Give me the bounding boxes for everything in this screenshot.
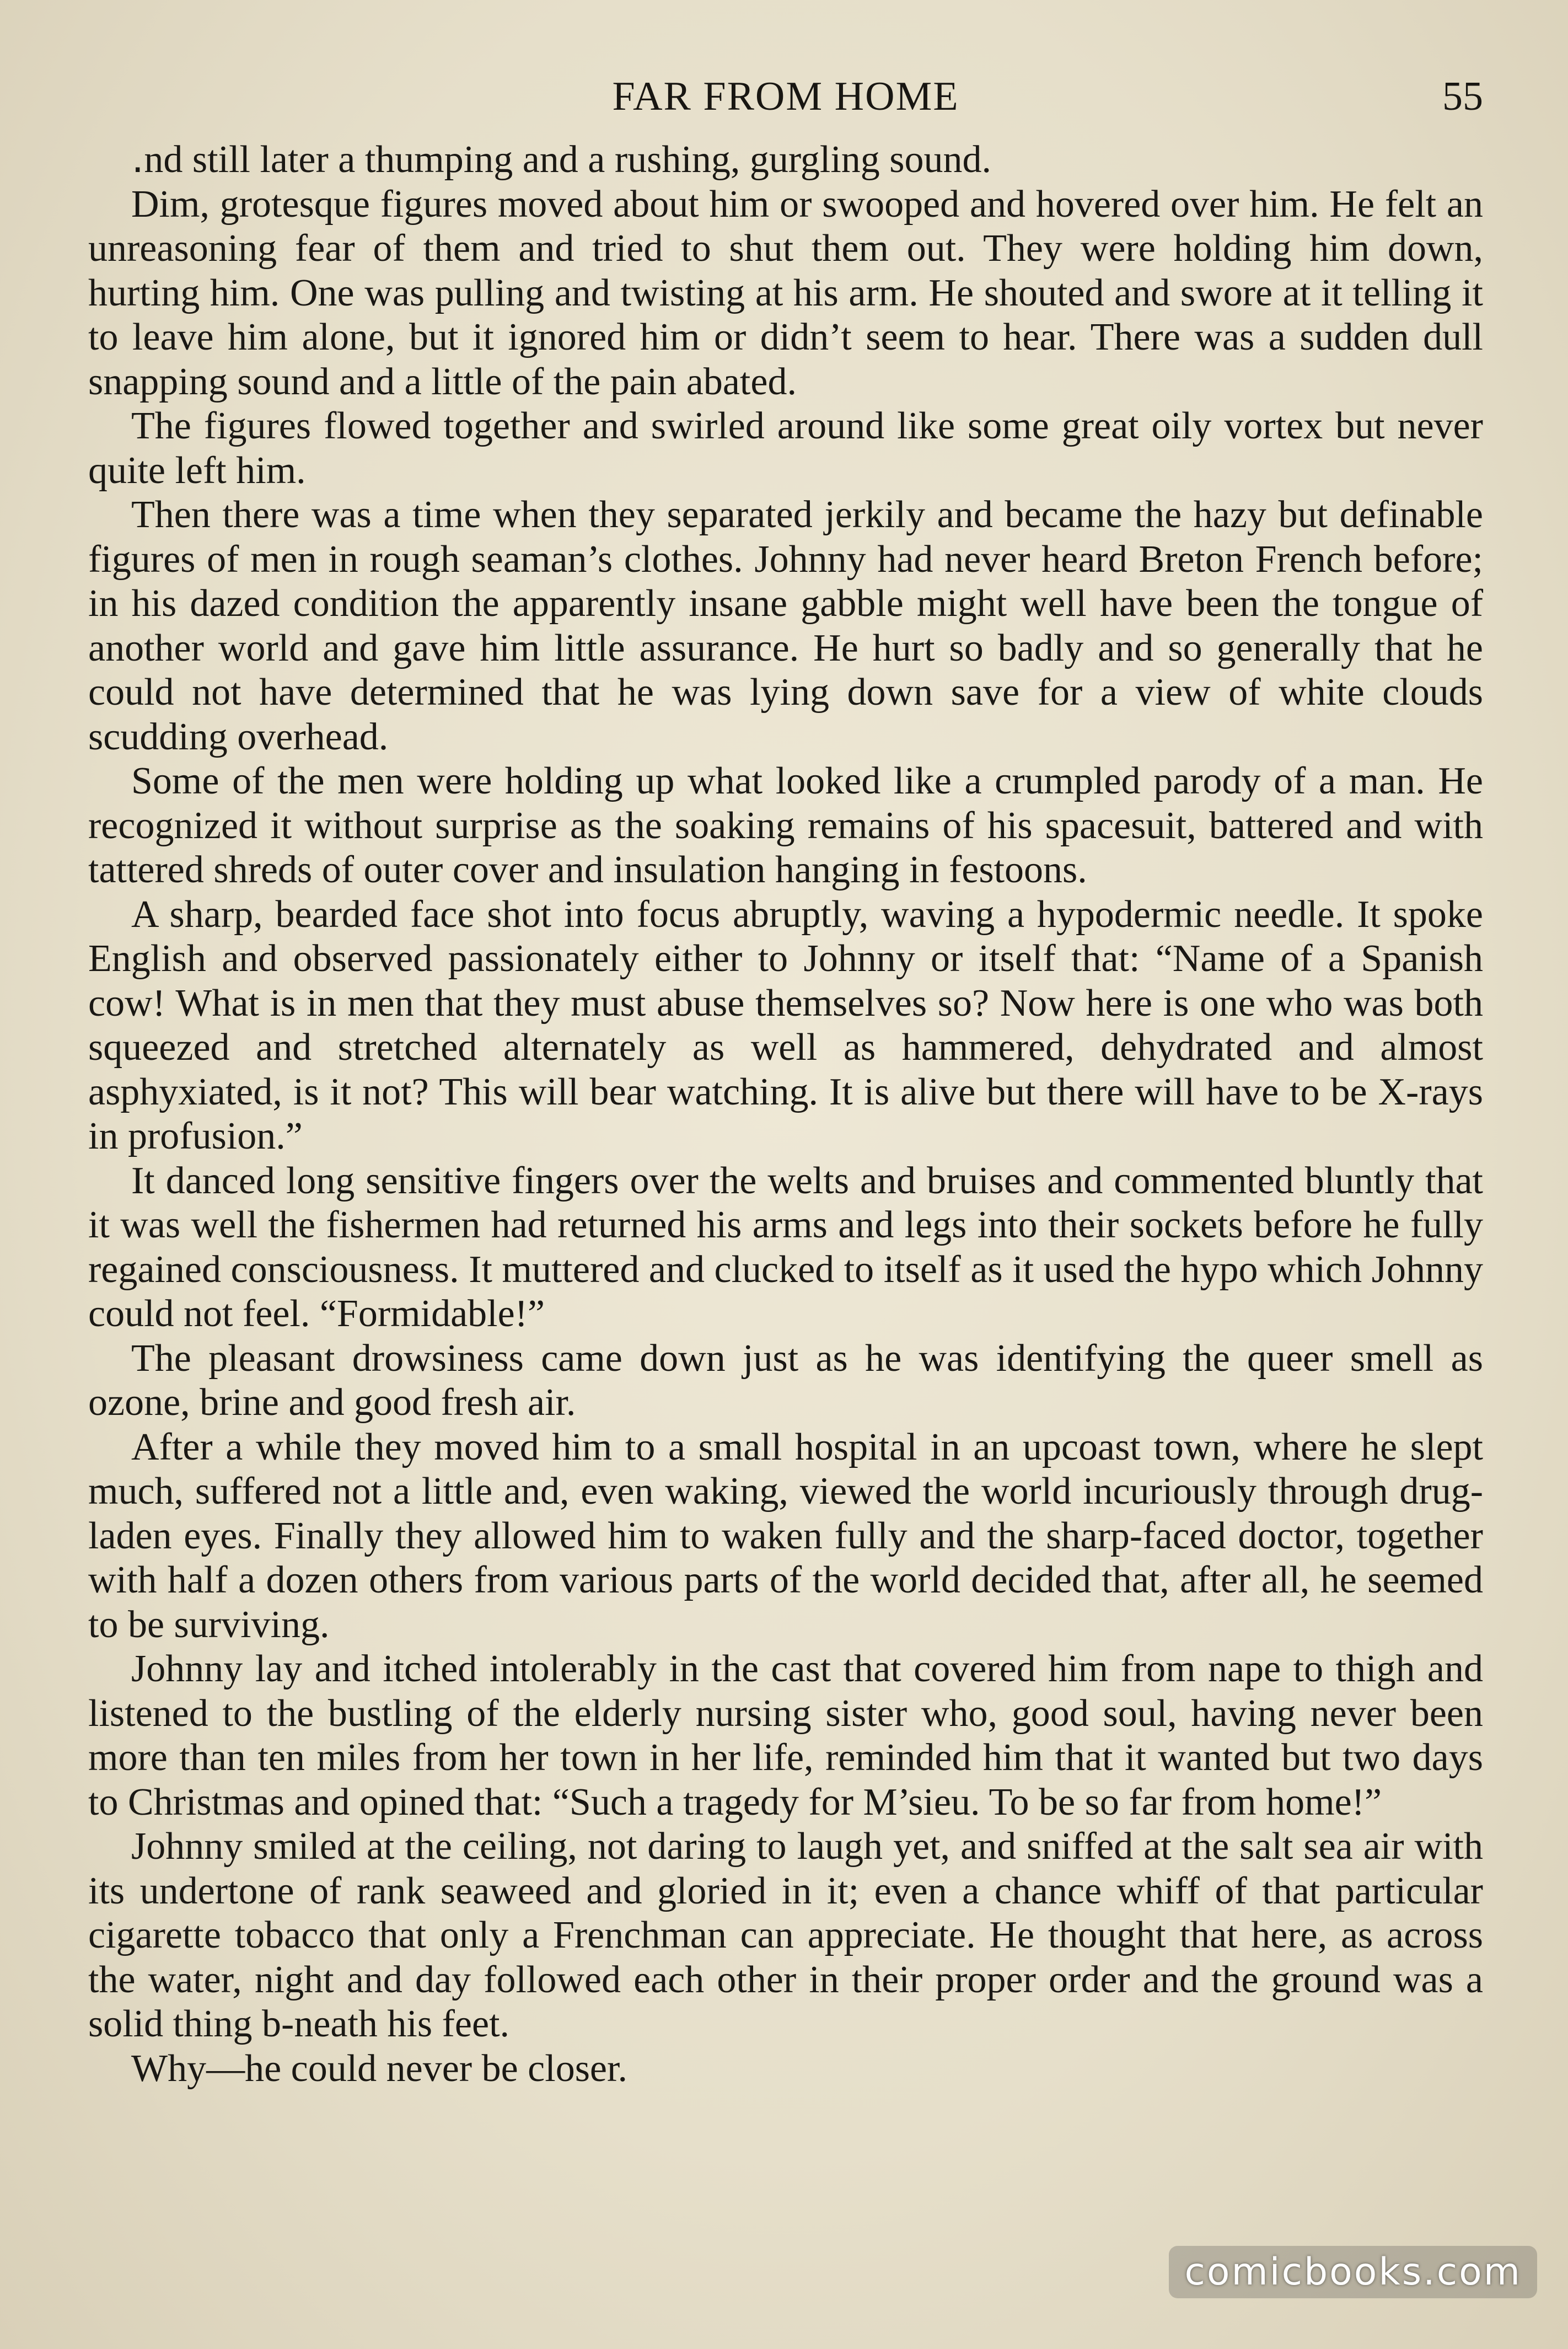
paragraph: Then there was a time when they separated jerkily and became the hazy but definable figures of men in rough seaman’s clothes. Johnny had never heard Breton French before; in his dazed condition the apparently insane gabble might well have been the tongue of another world and gave him little assurance. He hurt so badly and so generally that he could not have determined that he was lying down save for a view of white clouds scudding overhead. xyxy=(88,494,1483,758)
paragraph: It danced long sensitive fingers over the welts and bruises and commented bluntly that it was well the fishermen had returned his arms and legs into their sockets before he fully regained consciousness. It muttered and clucked to itself as it used the hypo which Johnny could not feel. “Formidable!” xyxy=(88,1159,1483,1335)
page-header xyxy=(88,66,1483,127)
watermark: comicbooks.com xyxy=(1169,2246,1537,2298)
paragraph: The figures flowed together and swirled around like some great oily vortex but never quite left him. xyxy=(88,405,1483,492)
paragraph: ․nd still later a thumping and a rushing, gurgling sound. xyxy=(131,138,992,181)
paragraph: Johnny lay and itched intolerably in the cast that covered him from nape to thigh and listened to the bustling of the elderly nursing sister who, good soul, having never been more than ten miles from her town in her life, reminded him that it wanted but two days to Christmas and opined that: “Such a tragedy for M’sieu. To be so far from home!” xyxy=(88,1648,1483,1824)
body-text xyxy=(88,138,1483,2091)
running-title: FAR FROM HOME xyxy=(612,74,959,119)
paragraph: Why—he could never be closer. xyxy=(131,2047,627,2090)
paragraph: Dim, grotesque figures moved about him or swooped and hovered over him. He felt an unreasoning fear of them and tried to shut them out. They were holding him down, hurting him. One was pulling and twisting at his arm. He shouted and swore at it telling it to leave him alone, but it ignored him or didn’t seem to hear. There was a sudden dull snapping sound and a little of the pain abated. xyxy=(88,183,1483,403)
paragraph: After a while they moved him to a small hospital in an upcoast town, where he slept much, suffered not a little and, even waking, viewed the world incuriously through drug-laden eyes. Finally they allowed him to waken fully and the sharp-faced doctor, together with half a dozen others from various parts of the world decided that, after all, he seemed to be surviving. xyxy=(88,1425,1483,1646)
paragraph: Johnny smiled at the ceiling, not daring to laugh yet, and sniffed at the salt sea air with its undertone of rank seaweed and gloried in it; even a chance whiff of that particular cigarette tobacco that only a Frenchman can appreciate. He thought that here, as across the water, night and day followed each other in their proper order and the ground was a solid thing b‐neath his feet. xyxy=(88,1825,1483,2045)
paragraph: Some of the men were holding up what looked like a crumpled parody of a man. He recognized it without surprise as the soaking remains of his spacesuit, battered and with tattered shreds of outer cover and insulation hanging in festoons. xyxy=(88,760,1483,891)
page-number: 55 xyxy=(1442,74,1483,119)
paragraph: A sharp, bearded face shot into focus abruptly, waving a hypodermic needle. It spoke English and observed passionately either to Johnny or itself that: “Name of a Spanish cow! What is in men that they must abuse themselves so? Now here is one who was both squeezed and stretched alternately as well as hammered, dehydrated and almost asphyxiated, is it not? This will bear watching. It is alive but there will have to be X-rays in profusion.” xyxy=(88,893,1483,1157)
paragraph: The pleasant drowsiness came down just as he was identifying the queer smell as ozone, brine and good fresh air. xyxy=(88,1337,1483,1424)
